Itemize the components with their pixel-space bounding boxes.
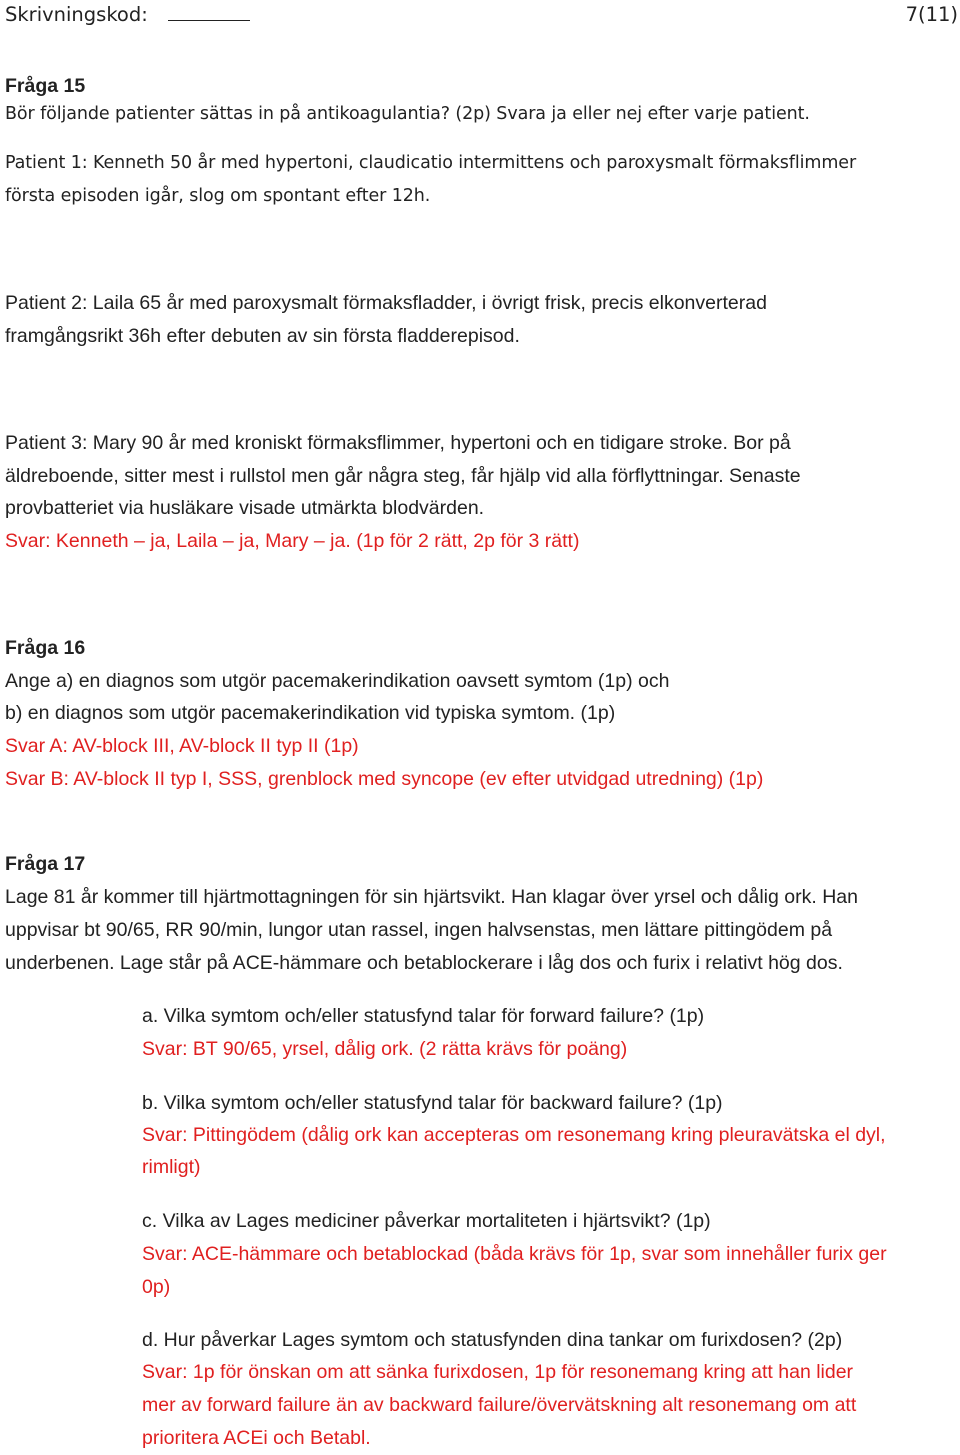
q16-title: Fråga 16	[5, 637, 86, 659]
q17-c-answer-line1: Svar: ACE-hämmare och betablockad (båda krävs för 1p, svar som innehåller furix ger	[142, 1243, 887, 1265]
q17-line3: underbenen. Lage står på ACE-hämmare och betablockerare i låg dos och furix i relativt hög dos.	[5, 952, 843, 974]
q15-answer: Svar: Kenneth – ja, Laila – ja, Mary – ja. (1p för 2 rätt, 2p för 3 rätt)	[5, 530, 580, 552]
q17-title: Fråga 17	[5, 853, 86, 875]
q17-d-answer-line3: prioritera ACEi och Betabl.	[142, 1427, 371, 1449]
exam-code-text: Skrivningskod:	[5, 3, 148, 26]
q15-patient2-line1: Patient 2: Laila 65 år med paroxysmalt förmaksfladder, i övrigt frisk, precis elkonverterad	[5, 292, 767, 314]
q15-patient3-line1: Patient 3: Mary 90 år med kroniskt förmaksflimmer, hypertoni och en tidigare stroke. Bor på	[5, 432, 791, 454]
q17-a-answer: Svar: BT 90/65, yrsel, dålig ork. (2 rätta krävs för poäng)	[142, 1038, 628, 1060]
q16-line1: Ange a) en diagnos som utgör pacemakerindikation oavsett symtom (1p) och	[5, 670, 670, 692]
q17-c-answer-line2: 0p)	[142, 1276, 171, 1298]
q15-patient3-line3: provbatteriet via husläkare visade utmärkta blodvärden.	[5, 497, 485, 519]
q17-b-answer-line1: Svar: Pittingödem (dålig ork kan accepteras om resonemang kring pleuravätska el dyl,	[142, 1124, 886, 1146]
q15-title: Fråga 15	[5, 75, 86, 97]
q15-intro: Bör följande patienter sättas in på antikoagulantia? (2p) Svara ja eller nej efter varje patient.	[5, 104, 810, 124]
q17-line2: uppvisar bt 90/65, RR 90/min, lungor utan rassel, ingen halvsenstas, men lättare pittingödem på	[5, 919, 833, 941]
q17-c-question: c. Vilka av Lages mediciner påverkar mortaliteten i hjärtsvikt? (1p)	[142, 1210, 711, 1232]
q17-line1: Lage 81 år kommer till hjärtmottagningen för sin hjärtsvikt. Han klagar över yrsel och dålig ork. Han	[5, 886, 858, 908]
exam-code-label	[5, 0, 250, 30]
page-number: 7(11)	[905, 3, 958, 26]
q17-b-answer-line2: rimligt)	[142, 1156, 201, 1178]
q15-patient2-line2: framgångsrikt 36h efter debuten av sin första fladderepisod.	[5, 325, 520, 347]
q17-d-answer-line2: mer av forward failure än av backward failure/övervätskning alt resonemang om att	[142, 1394, 857, 1416]
q17-d-question: d. Hur påverkar Lages symtom och statusfynden dina tankar om furixdosen? (2p)	[142, 1329, 843, 1351]
q16-answer-a: Svar A: AV-block III, AV-block II typ II (1p)	[5, 735, 359, 757]
q16-line2: b) en diagnos som utgör pacemakerindikation vid typiska symtom. (1p)	[5, 702, 616, 724]
q15-patient1-line2: första episoden igår, slog om spontant efter 12h.	[5, 186, 431, 206]
q17-d-answer-line1: Svar: 1p för önskan om att sänka furixdosen, 1p för resonemang kring att han lider	[142, 1361, 854, 1383]
q15-patient1-line1: Patient 1: Kenneth 50 år med hypertoni, claudicatio intermittens och paroxysmalt förmaksflimmer	[5, 153, 857, 173]
q17-b-question: b. Vilka symtom och/eller statusfynd talar för backward failure? (1p)	[142, 1092, 723, 1114]
q16-answer-b: Svar B: AV-block II typ I, SSS, grenblock med syncope (ev efter utvidgad utredning) (1p)	[5, 768, 764, 790]
q15-patient3-line2: äldreboende, sitter mest i rullstol men går några steg, får hjälp vid alla förflyttningar. Senaste	[5, 465, 801, 487]
exam-code-blank[interactable]	[168, 2, 250, 21]
q17-a-question: a. Vilka symtom och/eller statusfynd talar för forward failure? (1p)	[142, 1005, 705, 1027]
